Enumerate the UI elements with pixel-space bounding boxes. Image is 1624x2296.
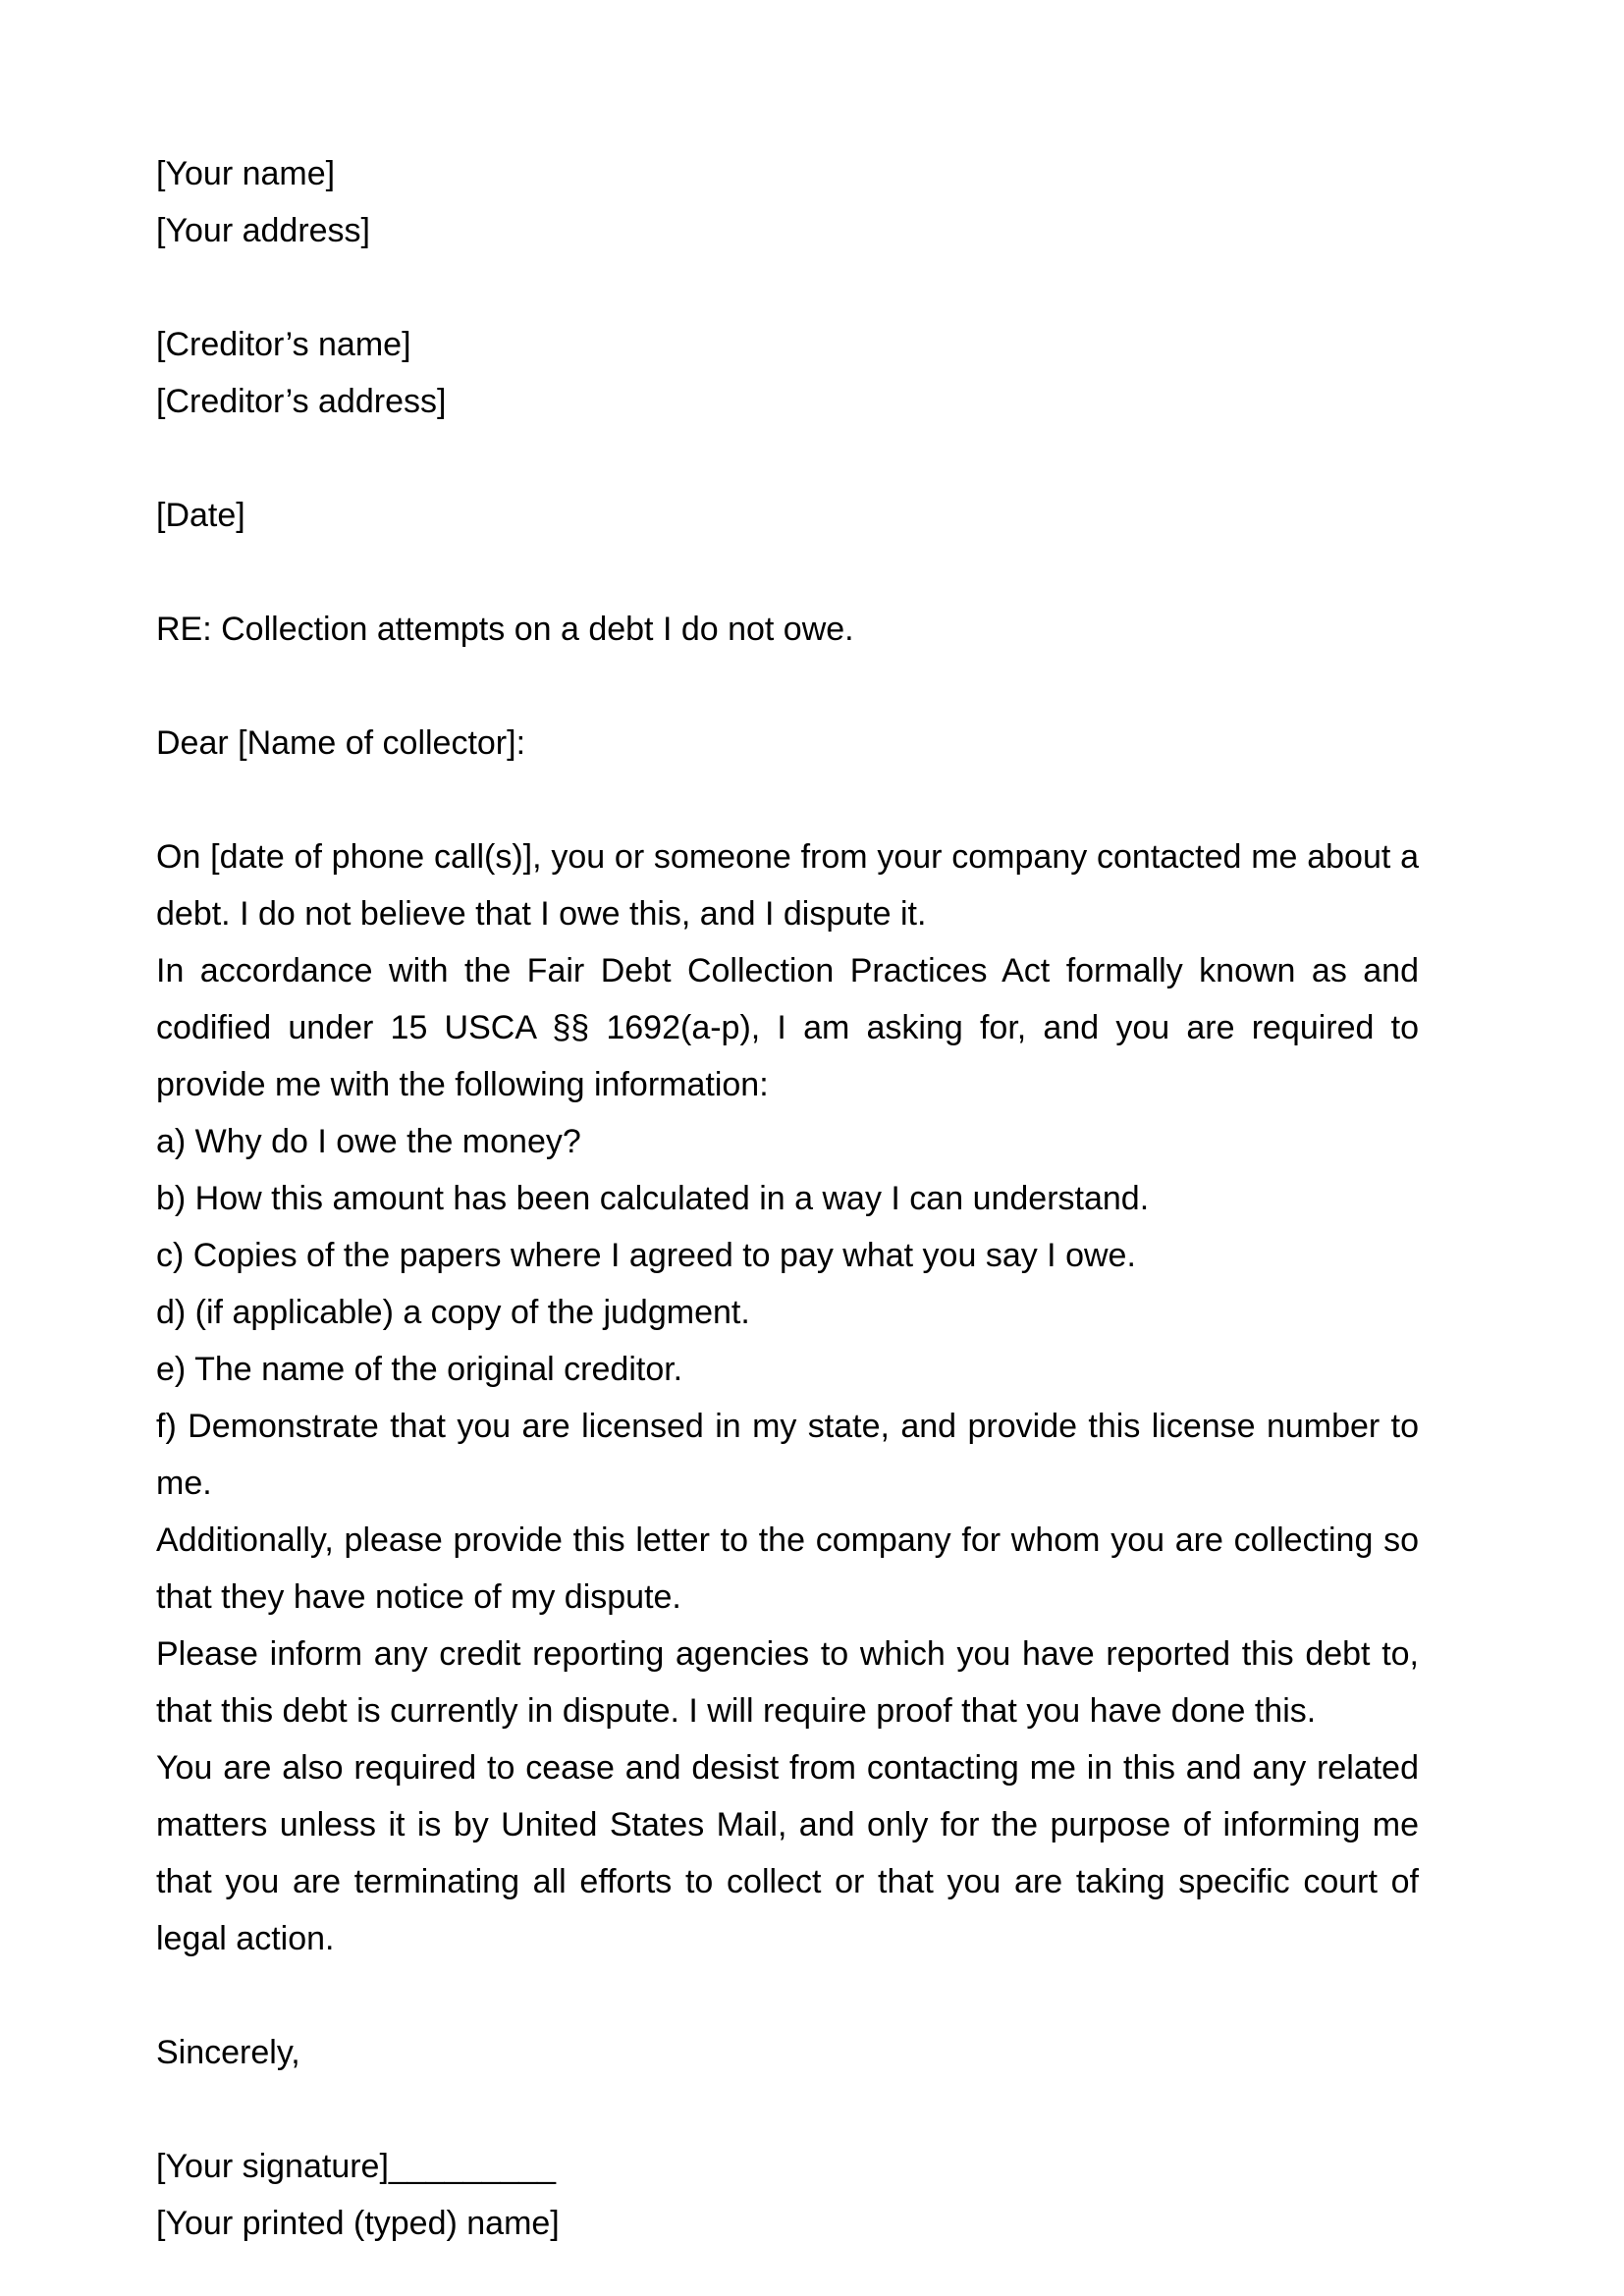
spacer [156, 2081, 1419, 2138]
recipient-address: [Creditor’s address] [156, 383, 447, 420]
sender-address: [Your address] [156, 212, 370, 249]
spacer [156, 772, 1419, 828]
list-item-f: f) Demonstrate that you are licensed in my state, and provide this license number to me. [156, 1408, 1419, 1502]
body-paragraph-credit-agencies: Please inform any credit reporting agencies to which you have reported this debt to, that this debt is currently in dispute. I will require proof that you have done this. [156, 1635, 1419, 1730]
spacer [156, 658, 1419, 715]
printed-name: [Your printed (typed) name] [156, 2205, 560, 2242]
spacer [156, 544, 1419, 601]
list-item-d: d) (if applicable) a copy of the judgment. [156, 1294, 750, 1331]
recipient-name: [Creditor’s name] [156, 326, 411, 363]
letter-date: [Date] [156, 497, 245, 534]
salutation: Dear [Name of collector]: [156, 724, 526, 762]
signature-line: [Your signature]_________ [156, 2148, 557, 2185]
body-paragraph-contact: On [date of phone call(s)], you or someone from your company contacted me about a debt. I do not believe that I owe this, and I dispute it. [156, 838, 1419, 933]
body-paragraph-cease-desist: You are also required to cease and desist from contacting me in this and any related matters unless it is by United States Mail, and only for the purpose of informing me that you are terminating all efforts to collect or that you are taking specific court of legal action. [156, 1749, 1419, 1957]
closing: Sincerely, [156, 2034, 300, 2071]
spacer [156, 1967, 1419, 2024]
list-item-b: b) How this amount has been calculated in a way I can understand. [156, 1180, 1150, 1217]
list-item-a: a) Why do I owe the money? [156, 1123, 581, 1160]
body-paragraph-fdcpa: In accordance with the Fair Debt Collection Practices Act formally known as and codified under 15 USCA §§ 1692(a-p), I am asking for, and you are required to provide me with the following information: [156, 952, 1419, 1103]
list-item-c: c) Copies of the papers where I agreed to pay what you say I owe. [156, 1237, 1136, 1274]
subject-line: RE: Collection attempts on a debt I do not owe. [156, 611, 854, 648]
spacer [156, 259, 1419, 316]
sender-name: [Your name] [156, 155, 336, 192]
spacer [156, 430, 1419, 487]
body-paragraph-notice: Additionally, please provide this letter to the company for whom you are collecting so that they have notice of my dispute. [156, 1522, 1419, 1616]
letter-page [156, 145, 1419, 2252]
list-item-e: e) The name of the original creditor. [156, 1351, 683, 1388]
